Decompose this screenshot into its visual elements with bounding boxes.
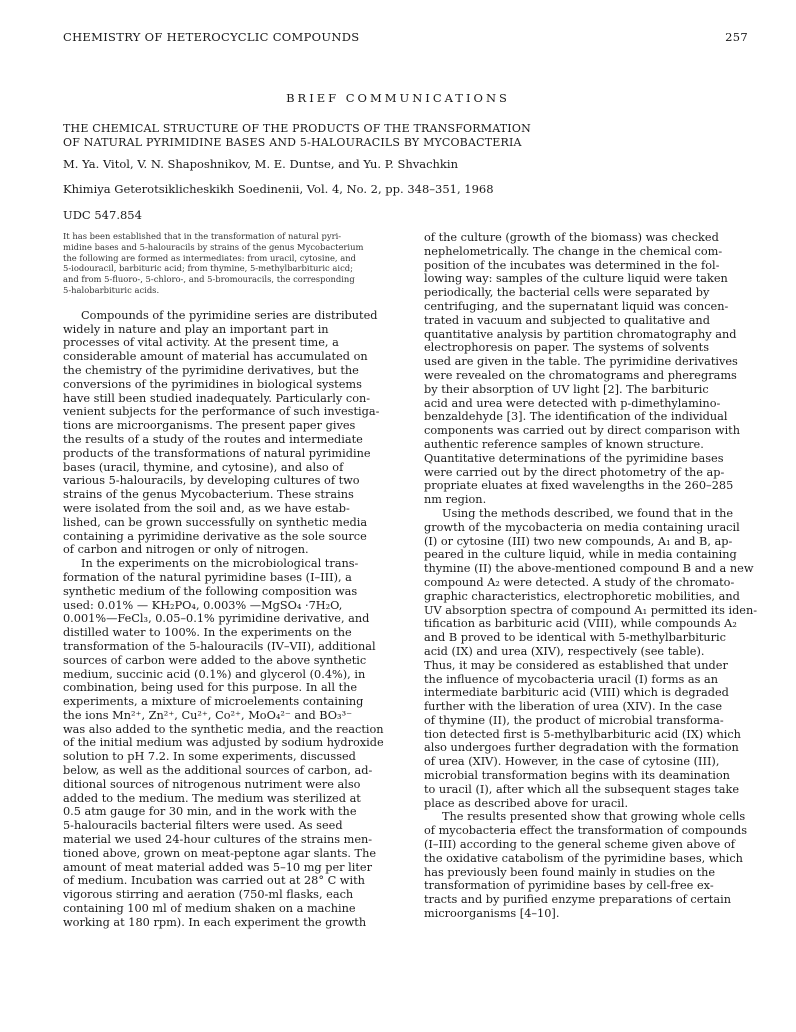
text-line: containing 100 ml of medium shaken on a machine: [63, 902, 356, 916]
text-line: venient subjects for the performance of such investiga-: [63, 405, 380, 419]
text-line: centrifuging, and the supernatant liquid was concen-: [424, 299, 729, 313]
text-line: transformation of pyrimidine bases by cell-free ex-: [424, 879, 714, 893]
left-column: [63, 231, 403, 930]
authors: M. Ya. Vitol, V. N. Shaposhnikov, M. E. Duntse, and Yu. P. Shvachkin: [63, 157, 458, 171]
text-line: (I) or cytosine (III) two new compounds, A₁ and B, ap-: [424, 534, 733, 548]
page-number: 257: [725, 30, 748, 44]
right-column: [424, 231, 758, 921]
text-line: of thymine (II), the product of microbial transforma-: [424, 713, 724, 727]
text-line: containing a pyrimidine derivative as the sole source: [63, 529, 367, 543]
text-line: the ions Mn²⁺, Zn²⁺, Cu²⁺, Co²⁺, MoO₄²⁻ and BO₃³⁻: [63, 708, 353, 722]
text-line: 5-iodouracil, barbituric acid; from thymine, 5-methylbarbituric aicd;: [63, 263, 353, 274]
text-line: the oxidative catabolism of the pyrimidine bases, which: [424, 851, 743, 865]
text-line: In the experiments on the microbiological trans-: [81, 557, 359, 571]
text-line: electrophoresis on paper. The systems of solvents: [424, 341, 709, 355]
text-line: has previously been found mainly in studies on the: [424, 865, 716, 879]
text-line: nephelometrically. The change in the chemical com-: [424, 244, 723, 258]
text-line: products of the transformations of natural pyrimidine: [63, 446, 371, 460]
text-line: lowing way: samples of the culture liquid were taken: [424, 272, 728, 286]
text-line: 5-halobarbituric acids.: [63, 284, 160, 295]
text-line: the influence of mycobacteria uracil (I) forms as an: [424, 672, 719, 686]
text-line: widely in nature and play an important part in: [63, 322, 329, 336]
text-line: place as described above for uracil.: [424, 796, 629, 810]
text-line: tion detected first is 5-methylbarbituric acid (IX) which: [424, 727, 741, 741]
text-line: used are given in the table. The pyrimidine derivatives: [424, 355, 738, 369]
text-line: were revealed on the chromatograms and pheregrams: [424, 368, 737, 382]
text-line: Quantitative determinations of the pyrimidine bases: [424, 451, 724, 465]
left-column-body: [63, 309, 403, 930]
title-line: OF NATURAL PYRIMIDINE BASES AND 5-HALOURACILS BY MYCOBACTERIA: [63, 135, 522, 149]
text-line: were isolated from the soil and, as we have estab-: [63, 501, 350, 515]
text-line: position of the incubates was determined in the fol-: [424, 258, 720, 272]
text-line: also undergoes further degradation with the formation: [424, 741, 739, 755]
text-line: have still been studied inadequately. Particularly con-: [63, 391, 371, 405]
text-line: bases (uracil, thymine, and cytosine), and also of: [63, 460, 344, 474]
text-line: lished, can be grown successfully on synthetic media: [63, 515, 368, 529]
text-line: compound A₂ were detected. A study of the chromato-: [424, 575, 735, 589]
text-line: used: 0.01% — KH₂PO₄, 0.003% —MgSO₄ ·7H₂O,: [63, 598, 343, 612]
text-line: of carbon and nitrogen or only of nitrogen.: [63, 543, 309, 557]
text-line: of mycobacteria effect the transformation of compounds: [424, 824, 748, 838]
text-line: benzaldehyde [3]. The identification of the individual: [424, 410, 728, 424]
text-line: 5-halouracils bacterial filters were used. As seed: [63, 819, 343, 833]
text-line: microorganisms [4–10].: [424, 907, 560, 921]
text-line: sources of carbon were added to the above synthetic: [63, 653, 367, 667]
text-line: propriate eluates at fixed wavelengths in the 260–285: [424, 479, 734, 493]
text-line: solution to pH 7.2. In some experiments, discussed: [63, 750, 356, 764]
text-line: acid (IX) and urea (XIV), respectively (see table).: [424, 644, 705, 658]
text-line: vigorous stirring and aeration (750-ml flasks, each: [63, 888, 354, 902]
text-line: It has been established that in the transformation of natural pyri-: [63, 231, 342, 241]
text-line: 0.001%—FeCl₃, 0.05–0.1% pyrimidine derivative, and: [63, 612, 370, 626]
text-line: the results of a study of the routes and intermediate: [63, 432, 363, 446]
text-line: formation of the natural pyrimidine bases (I–III), a: [63, 570, 352, 584]
journal-title: CHEMISTRY OF HETEROCYCLIC COMPOUNDS: [63, 30, 360, 44]
text-line: growth of the mycobacteria on media containing uracil: [424, 520, 740, 534]
text-line: the following are formed as intermediates: from uracil, cytosine, and: [63, 252, 356, 263]
text-line: tioned above, grown on meat-peptone agar slants. The: [63, 846, 377, 860]
text-line: microbial transformation begins with its deamination: [424, 769, 730, 783]
text-line: experiments, a mixture of microelements containing: [63, 695, 364, 709]
text-line: UV absorption spectra of compound A₁ permitted its iden-: [424, 603, 758, 617]
text-line: material we used 24-hour cultures of the strains men-: [63, 833, 373, 847]
text-line: strains of the genus Mycobacterium. These strains: [63, 488, 354, 502]
text-line: acid and urea were detected with p-dimethylamino-: [424, 396, 721, 410]
text-line: quantitative analysis by partition chromatography and: [424, 327, 737, 341]
text-line: periodically, the bacterial cells were separated by: [424, 286, 710, 300]
text-line: The results presented show that growing whole cells: [442, 810, 746, 824]
udc-code: UDC 547.854: [63, 208, 142, 222]
text-line: Using the methods described, we found that in the: [442, 506, 734, 520]
text-line: Compounds of the pyrimidine series are distributed: [81, 308, 378, 322]
text-line: to uracil (I), after which all the subsequent stages take: [424, 782, 740, 796]
text-line: amount of meat material added was 5–10 mg per liter: [63, 860, 372, 874]
text-line: medium, succinic acid (0.1%) and glycerol (0.4%), in: [63, 667, 366, 681]
source-citation: Khimiya Geterotsiklicheskikh Soedinenii, Vol. 4, No. 2, pp. 348–351, 1968: [63, 182, 494, 196]
text-line: intermediate barbituric acid (VIII) which is degraded: [424, 686, 729, 700]
text-line: and from 5-fluoro-, 5-chloro-, and 5-bromouracils, the corresponding: [63, 274, 355, 285]
running-header: [63, 30, 748, 46]
text-line: various 5-halouracils, by developing cultures of two: [63, 474, 360, 488]
text-line: conversions of the pyrimidines in biological systems: [63, 377, 362, 391]
text-line: combination, being used for this purpose. In all the: [63, 681, 358, 695]
text-line: were carried out by the direct photometry of the ap-: [424, 465, 725, 479]
text-line: considerable amount of material has accumulated on: [63, 350, 368, 364]
right-column-body: [424, 231, 758, 921]
text-line: below, as well as the additional sources of carbon, ad-: [63, 764, 373, 778]
text-line: added to the medium. The medium was sterilized at: [63, 791, 361, 805]
text-line: 0.5 atm gauge for 30 min, and in the work with the: [63, 805, 357, 819]
text-line: synthetic medium of the following composition was: [63, 584, 358, 598]
text-line: components was carried out by direct comparison with: [424, 424, 740, 438]
text-line: Thus, it may be considered as established that under: [424, 658, 728, 672]
text-line: ditional sources of nitrogenous nutriment were also: [63, 777, 361, 791]
text-line: transformation of the 5-halouracils (IV–VII), additional: [63, 639, 376, 653]
text-line: tions are microorganisms. The present paper gives: [63, 419, 356, 433]
article-title: [63, 122, 743, 149]
text-line: graphic characteristics, electrophoretic mobilities, and: [424, 589, 740, 603]
text-line: peared in the culture liquid, while in media containing: [424, 548, 737, 562]
text-line: nm region.: [424, 493, 487, 507]
text-line: of urea (XIV). However, in the case of cytosine (III),: [424, 755, 720, 769]
text-line: tification as barbituric acid (VIII), while compounds A₂: [424, 617, 737, 631]
text-line: of the initial medium was adjusted by sodium hydroxide: [63, 736, 384, 750]
text-line: further with the liberation of urea (XIV). In the case: [424, 700, 723, 714]
text-line: and B proved to be identical with 5-methylbarbituric: [424, 631, 726, 645]
text-line: thymine (II) the above-mentioned compound B and a new: [424, 562, 754, 576]
section-heading: BRIEF COMMUNICATIONS: [286, 91, 510, 105]
text-line: processes of vital activity. At the present time, a: [63, 336, 339, 350]
text-line: was also added to the synthetic media, and the reaction: [63, 722, 384, 736]
text-line: (I–III) according to the general scheme given above of: [424, 838, 735, 852]
text-line: distilled water to 100%. In the experiments on the: [63, 626, 352, 640]
text-line: authentic reference samples of known structure.: [424, 437, 704, 451]
text-line: midine bases and 5-halouracils by strains of the genus Mycobacterium: [63, 241, 364, 252]
abstract: [63, 231, 403, 296]
text-line: of the culture (growth of the biomass) was checked: [424, 231, 719, 244]
text-line: working at 180 rpm). In each experiment the growth: [63, 915, 367, 929]
text-line: by their absorption of UV light [2]. The barbituric: [424, 382, 709, 396]
text-line: the chemistry of the pyrimidine derivatives, but the: [63, 363, 359, 377]
text-line: of medium. Incubation was carried out at 28° C with: [63, 874, 365, 888]
title-line: THE CHEMICAL STRUCTURE OF THE PRODUCTS OF THE TRANSFORMATION: [63, 122, 531, 135]
text-line: trated in vacuum and subjected to qualitative and: [424, 313, 710, 327]
text-line: tracts and by purified enzyme preparations of certain: [424, 893, 732, 907]
